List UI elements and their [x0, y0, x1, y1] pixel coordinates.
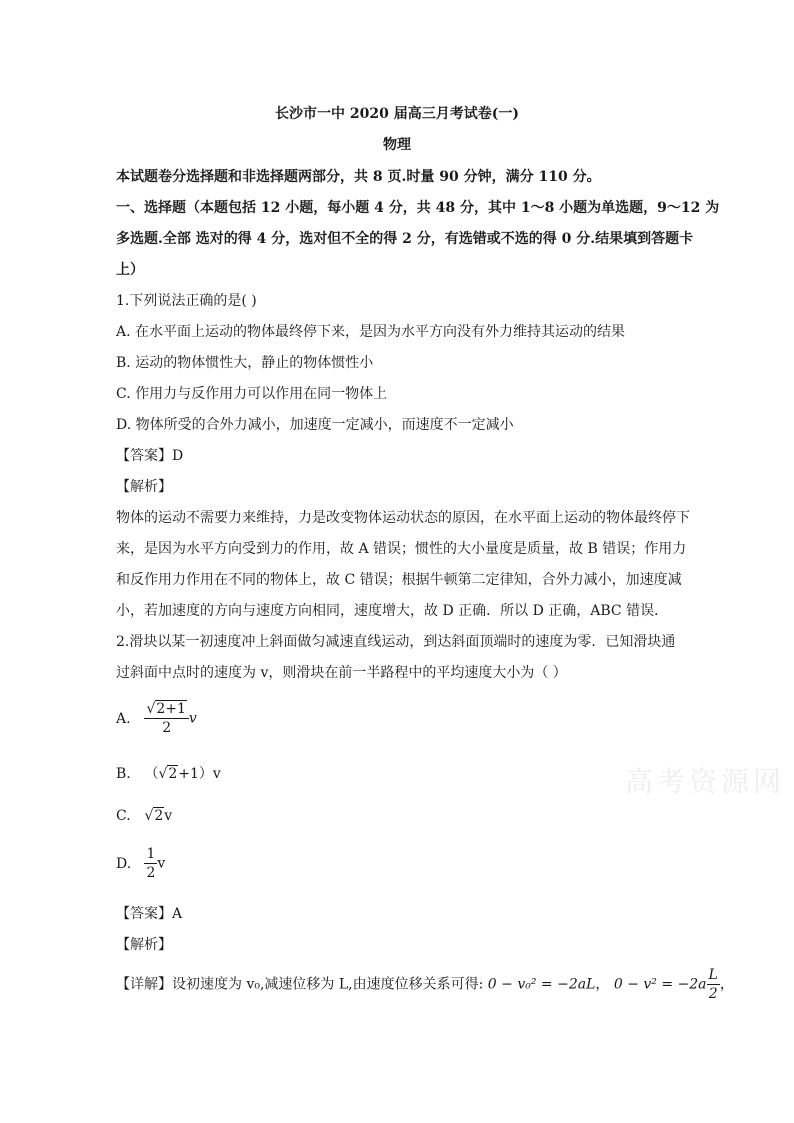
question-2-analysis-label: 【解析】	[116, 937, 172, 953]
section-heading-line-3: 上）	[116, 262, 144, 278]
section-heading-line-2: 多选题.全部 选对的得 4 分，选对但不全的得 2 分，有选错或不选的得 0 分.结果填到答题卡	[116, 231, 694, 247]
question-2-option-d	[116, 845, 165, 882]
question-1-option-c: C. 作用力与反作用力可以作用在同一物体上	[116, 386, 388, 402]
option-b-prefix: （	[144, 766, 159, 782]
exam-title: 长沙市一中 2020 届高三月考试卷(一)	[275, 106, 519, 122]
equation-2-denominator: 2	[708, 986, 718, 1002]
option-d-numerator: 1	[146, 846, 156, 862]
option-a-variable: v	[188, 710, 197, 727]
option-c-label: C.	[116, 808, 131, 824]
question-2-detail	[116, 966, 734, 1003]
option-b-radicand: 2	[168, 766, 178, 782]
exam-intro: 本试题卷分选择题和非选择题两部分，共 8 页.时量 90 分钟，满分 110 分。	[116, 169, 601, 185]
option-b-suffix: +1）v	[178, 766, 221, 782]
equation-separator: ，	[595, 976, 610, 993]
section-heading-line-1: 一、选择题（本题包括 12 小题，每小题 4 分，共 48 分，其中 1～8 小题为单选题，9～12 为	[116, 200, 720, 216]
watermark: 高考资源网	[625, 765, 786, 798]
option-d-fraction	[144, 845, 157, 882]
question-1-answer: 【答案】D	[116, 448, 184, 464]
option-a-numerator: 2+1	[156, 701, 186, 717]
sqrt-symbol: √2	[158, 766, 178, 782]
question-1-option-a: A. 在水平面上运动的物体最终停下来，是因为水平方向没有外力维持其运动的结果	[116, 324, 626, 340]
sqrt-symbol: √2	[144, 808, 164, 824]
equation-2-end: ，	[719, 976, 734, 993]
equation-2-fraction	[707, 966, 720, 1003]
option-c-suffix: v	[164, 808, 173, 824]
equation-2-numerator: L	[708, 967, 718, 983]
option-d-label: D.	[116, 855, 132, 872]
detail-text: 设初速度为 v₀,减速位移为 L,由速度位移关系可得:	[172, 976, 484, 993]
question-2-option-c	[116, 806, 172, 826]
option-b-label: B.	[116, 766, 131, 782]
detail-label: 【详解】	[116, 976, 172, 993]
question-1-option-b: B. 运动的物体惯性大，静止的物体惯性小	[116, 355, 374, 371]
question-1-stem: 1.下列说法正确的是( )	[116, 293, 257, 309]
equation-1: 0 − v₀² = −2aL	[487, 976, 596, 993]
question-2-answer: 【答案】A	[116, 906, 183, 922]
option-a-denominator: 2	[162, 720, 172, 736]
question-1-analysis-label: 【解析】	[116, 479, 172, 495]
option-c-radicand: 2	[154, 808, 164, 824]
option-a-label: A.	[116, 710, 131, 727]
equation-2-lhs: 0 − v² = −2a	[613, 976, 707, 993]
question-2-option-a	[116, 700, 197, 737]
question-2-stem-line-2: 过斜面中点时的速度为 v，则滑块在前一半路程中的平均速度大小为（ ）	[116, 665, 567, 681]
question-1-analysis: 物体的运动不需要力来维持，力是改变物体运动状态的原因，在水平面上运动的物体最终停下来，是因为水平方向受到力的作用，故 A 错误；惯性的大小量度是质量，故 B 错误；作用力和反作用力作用在不同的物体上，故 C 错误；根据牛顿第二定律知，合外力减小，加速度减小，若加速度的方向与速度方向相同，速度增大，故 D 正确．所以 D 正确，ABC 错误．	[116, 510, 690, 619]
option-d-denominator: 2	[146, 865, 156, 881]
question-2-stem-line-1: 2.滑块以某一初速度冲上斜面做匀减速直线运动，到达斜面顶端时的速度为零．已知滑块通	[116, 634, 676, 650]
option-d-variable: v	[157, 855, 166, 872]
sqrt-symbol: √2+1	[146, 701, 186, 717]
option-a-fraction	[144, 700, 188, 737]
question-2-option-b	[116, 764, 221, 784]
subject-title: 物理	[383, 137, 411, 153]
question-1-option-d: D. 物体所受的合外力减小，加速度一定减小，而速度不一定减小	[116, 417, 514, 433]
